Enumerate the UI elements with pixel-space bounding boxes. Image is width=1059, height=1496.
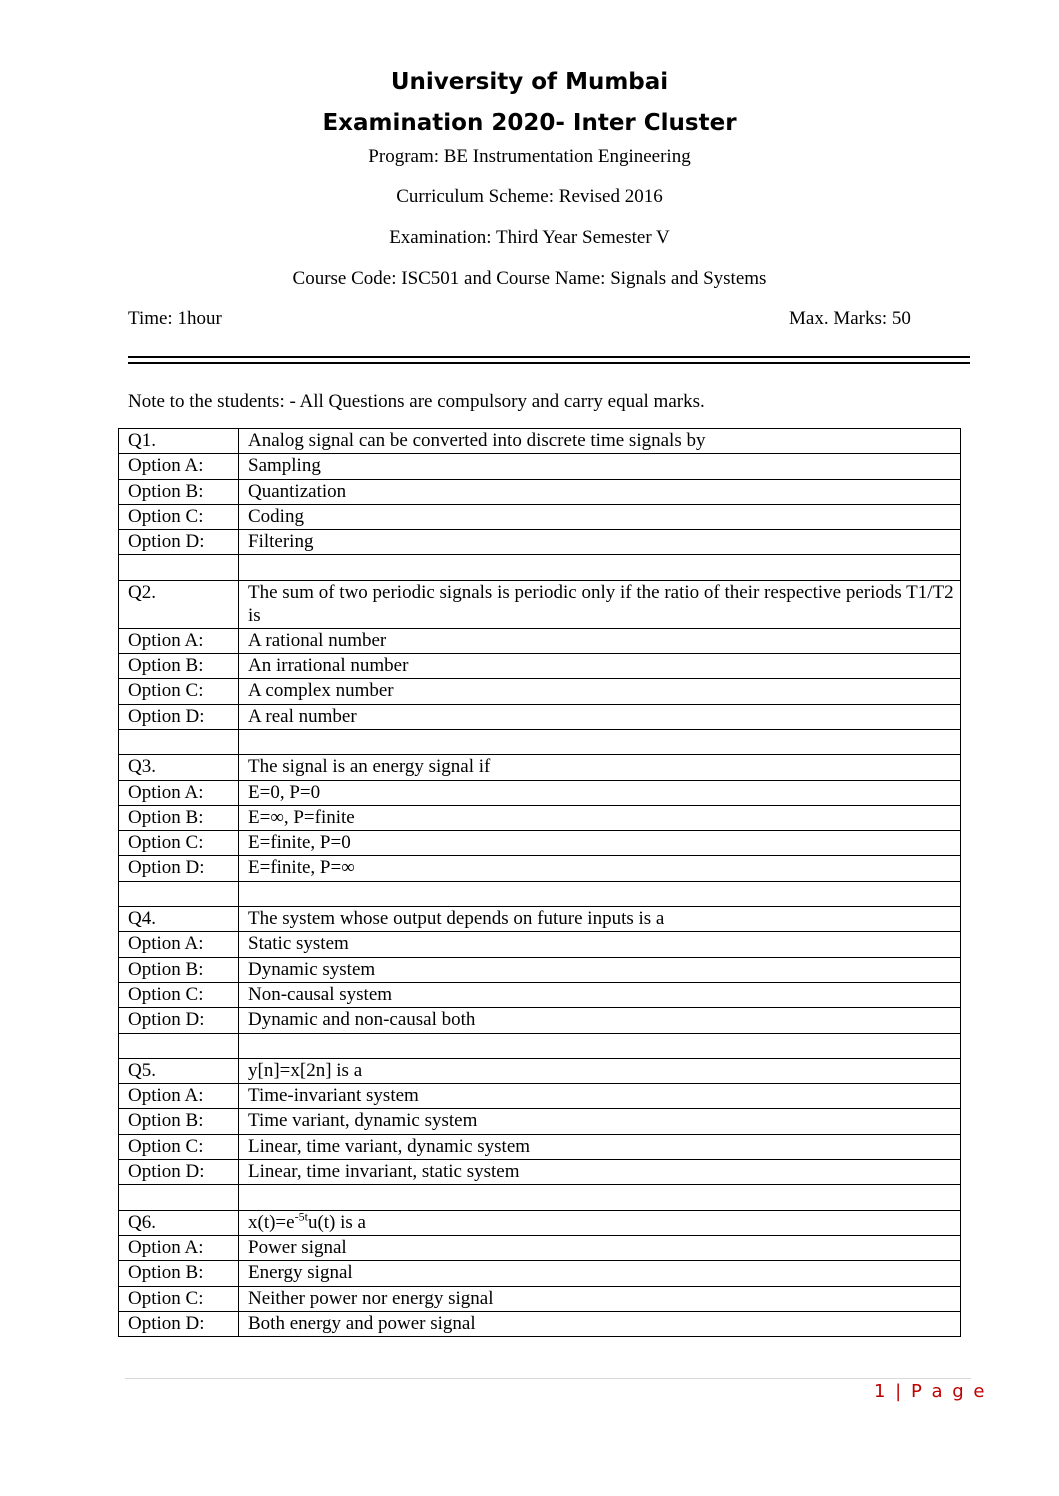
option-text: E=finite, P=∞ [239, 856, 961, 881]
option-label: Option D: [119, 856, 239, 881]
option-text: Energy signal [239, 1261, 961, 1286]
option-label: Option B: [119, 957, 239, 982]
option-label: Option C: [119, 1134, 239, 1159]
option-text: Non-causal system [239, 982, 961, 1007]
option-text: Neither power nor energy signal [239, 1286, 961, 1311]
option-text: An irrational number [239, 654, 961, 679]
option-label: Option A: [119, 1235, 239, 1260]
option-row [119, 1311, 961, 1336]
option-label: Option B: [119, 654, 239, 679]
question-row [119, 1210, 961, 1235]
spacer-row [119, 555, 961, 580]
option-row [119, 679, 961, 704]
option-text: Linear, time variant, dynamic system [239, 1134, 961, 1159]
option-label: Option D: [119, 1311, 239, 1336]
spacer-row [119, 881, 961, 906]
option-text: E=finite, P=0 [239, 831, 961, 856]
option-label: Option A: [119, 628, 239, 653]
spacer-row [119, 1185, 961, 1210]
option-row [119, 932, 961, 957]
option-row [119, 1008, 961, 1033]
question-label: Q2. [119, 580, 239, 628]
option-text: Coding [239, 504, 961, 529]
option-text: A real number [239, 704, 961, 729]
time-label: Time: 1hour [128, 308, 222, 329]
option-label: Option B: [119, 1261, 239, 1286]
option-text: A rational number [239, 628, 961, 653]
formula-rest: u(t) is a [307, 1211, 366, 1233]
max-marks-label: Max. Marks: 50 [789, 308, 911, 329]
option-row [119, 957, 961, 982]
question-label: Q1. [119, 429, 239, 454]
option-text: Time-invariant system [239, 1084, 961, 1109]
option-text: Quantization [239, 479, 961, 504]
option-row [119, 805, 961, 830]
question-text: The signal is an energy signal if [239, 755, 961, 780]
university-title: University of Mumbai [390, 69, 669, 95]
option-label: Option A: [119, 454, 239, 479]
option-row [119, 704, 961, 729]
question-label: Q4. [119, 907, 239, 932]
option-label: Option A: [119, 932, 239, 957]
formula-base: x(t)=e [248, 1211, 295, 1233]
option-text: Dynamic system [239, 957, 961, 982]
option-label: Option B: [119, 479, 239, 504]
option-label: Option A: [119, 1084, 239, 1109]
option-text: Both energy and power signal [239, 1311, 961, 1336]
footer-divider [125, 1378, 971, 1379]
option-label: Option C: [119, 679, 239, 704]
option-label: Option D: [119, 530, 239, 555]
option-row [119, 1160, 961, 1185]
option-row [119, 1109, 961, 1134]
question-row [119, 580, 961, 628]
program-line: Program: BE Instrumentation Engineering [368, 146, 691, 167]
question-label: Q3. [119, 755, 239, 780]
option-row [119, 530, 961, 555]
double-rule-bottom [128, 362, 970, 364]
option-row [119, 479, 961, 504]
question-label: Q5. [119, 1058, 239, 1083]
spacer-row [119, 1033, 961, 1058]
student-note: Note to the students: - All Questions are compulsory and carry equal marks. [128, 391, 705, 412]
question-text: The sum of two periodic signals is periodic only if the ratio of their respective periods T1/T2 is [239, 580, 961, 628]
option-text: Time variant, dynamic system [239, 1109, 961, 1134]
option-row [119, 1261, 961, 1286]
question-label: Q6. [119, 1210, 239, 1235]
question-row [119, 755, 961, 780]
option-text: Linear, time invariant, static system [239, 1160, 961, 1185]
option-row [119, 982, 961, 1007]
course-line: Course Code: ISC501 and Course Name: Signals and Systems [292, 268, 767, 289]
question-text: The system whose output depends on future inputs is a [239, 907, 961, 932]
option-text: Static system [239, 932, 961, 957]
option-text: E=∞, P=finite [239, 805, 961, 830]
exam-title: Examination 2020- Inter Cluster [322, 110, 737, 136]
option-row [119, 856, 961, 881]
double-rule-top [128, 356, 970, 358]
option-label: Option C: [119, 831, 239, 856]
question-table [118, 428, 961, 1337]
option-label: Option D: [119, 1008, 239, 1033]
scheme-line: Curriculum Scheme: Revised 2016 [396, 186, 663, 207]
examination-line: Examination: Third Year Semester V [389, 227, 670, 248]
option-text: Filtering [239, 530, 961, 555]
option-row [119, 831, 961, 856]
option-text: E=0, P=0 [239, 780, 961, 805]
option-row [119, 654, 961, 679]
option-row [119, 1286, 961, 1311]
question-text: Analog signal can be converted into discrete time signals by [239, 429, 961, 454]
option-text: A complex number [239, 679, 961, 704]
option-row [119, 1084, 961, 1109]
question-text: y[n]=x[2n] is a [239, 1058, 961, 1083]
option-text: Power signal [239, 1235, 961, 1260]
question-text [239, 1210, 961, 1235]
option-label: Option C: [119, 982, 239, 1007]
option-text: Dynamic and non-causal both [239, 1008, 961, 1033]
option-text: Sampling [239, 454, 961, 479]
option-row [119, 504, 961, 529]
option-label: Option C: [119, 1286, 239, 1311]
option-row [119, 780, 961, 805]
question-row [119, 1058, 961, 1083]
option-row [119, 1134, 961, 1159]
question-row [119, 429, 961, 454]
option-label: Option D: [119, 704, 239, 729]
option-row [119, 628, 961, 653]
option-row [119, 454, 961, 479]
option-label: Option A: [119, 780, 239, 805]
option-label: Option D: [119, 1160, 239, 1185]
option-label: Option B: [119, 805, 239, 830]
option-label: Option C: [119, 504, 239, 529]
formula-exponent: -5t [294, 1210, 308, 1224]
question-row [119, 907, 961, 932]
option-row [119, 1235, 961, 1260]
option-label: Option B: [119, 1109, 239, 1134]
page-number: 1 | P a g e [874, 1381, 987, 1402]
spacer-row [119, 729, 961, 754]
